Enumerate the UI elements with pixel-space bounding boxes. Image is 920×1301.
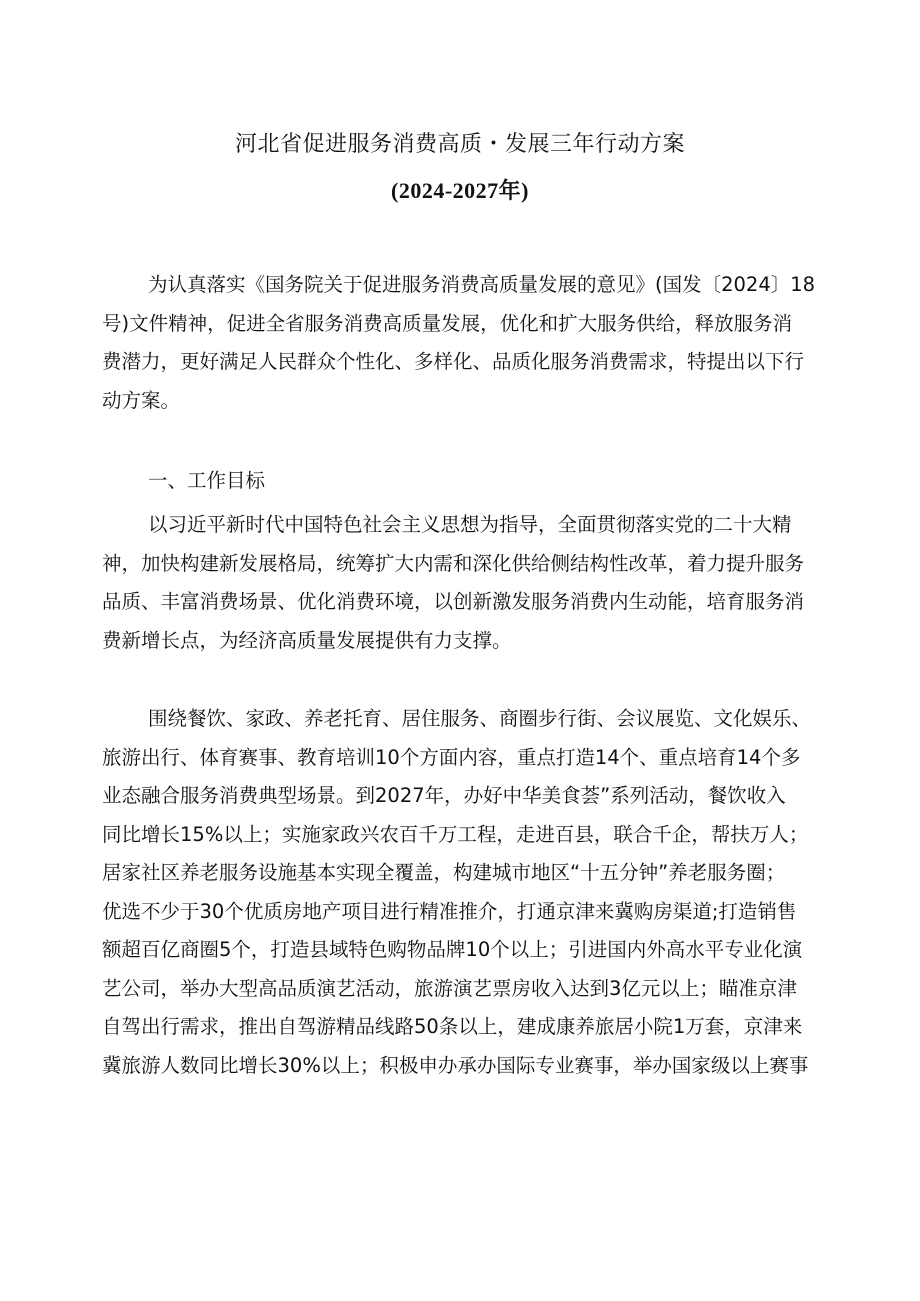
paragraph-scope-line-2: 旅游出行、体育赛事、教育培训10个方面内容，重点打造14个、重点培育14个多 <box>102 745 801 769</box>
paragraph-intro-line-2: 号)文件精神，促进全省服务消费高质量发展，优化和扩大服务供给，释放服务消 <box>102 311 793 335</box>
paragraph-scope-line-10: 冀旅游人数同比增长30%以上；积极申办承办国际专业赛事，举办国家级以上赛事 <box>102 1053 809 1077</box>
paragraph-intro-line-4: 动方案。 <box>102 388 181 412</box>
paragraph-scope-line-6: 优选不少于30个优质房地产项目进行精准推介，打通京津来冀购房渠道;打造销售 <box>102 899 797 923</box>
paragraph-intro-line-3: 费潜力，更好满足人民群众个性化、多样化、品质化服务消费需求，特提出以下行 <box>102 350 805 373</box>
document-title: 河北省促进服务消费高质・发展三年行动方案 <box>234 132 685 157</box>
paragraph-goal-line-3: 品质、丰富消费场景、优化消费环境，以创新激发服务消费内生动能，培育服务消 <box>102 590 805 613</box>
paragraph-goal-line-4: 费新增长点，为经济高质量发展提供有力支撑。 <box>102 628 512 652</box>
paragraph-scope-line-5: 居家社区养老服务设施基本实现全覆盖，构建城市地区“十五分钟”养老服务圈； <box>102 861 786 884</box>
paragraph-intro-line-1: 为认真落实《国务院关于促进服务消费高质量发展的意见》(国发〔2024〕18 <box>148 273 816 296</box>
paragraph-goal-line-1: 以习近平新时代中国特色社会主义思想为指导，全面贯彻落实党的二十大精 <box>148 513 792 536</box>
paragraph-scope-line-4: 同比增长15%以上；实施家政兴农百千万工程，走进百县，联合千企，帮扶万人； <box>102 822 809 846</box>
paragraph-scope-line-3: 业态融合服务消费典型场景。到2027年，办好中华美食荟”系列活动，餐饮收入 <box>102 784 786 807</box>
paragraph-scope-line-9: 自驾出行需求，推出自驾游精品线路50条以上，建成康养旅居小院1万套，京津来 <box>102 1015 803 1038</box>
paragraph-scope-line-8: 艺公司，举办大型高品质演艺活动，旅游演艺票房收入达到3亿元以上；瞄准京津 <box>102 976 797 1000</box>
document-subtitle: (2024-2027年) <box>391 178 529 203</box>
paragraph-scope-line-1: 围绕餐饮、家政、养老托育、居住服务、商圈步行街、会议展览、文化娱乐、 <box>148 707 812 730</box>
section-heading: 一、工作目标 <box>148 469 266 492</box>
paragraph-scope-line-7: 额超百亿商圈5个，打造县域特色购物品牌10个以上；引进国内外高水平专业化演 <box>102 938 803 961</box>
paragraph-goal-line-2: 神，加快构建新发展格局，统筹扩大内需和深化供给侧结构性改革，着力提升服务 <box>102 551 805 575</box>
